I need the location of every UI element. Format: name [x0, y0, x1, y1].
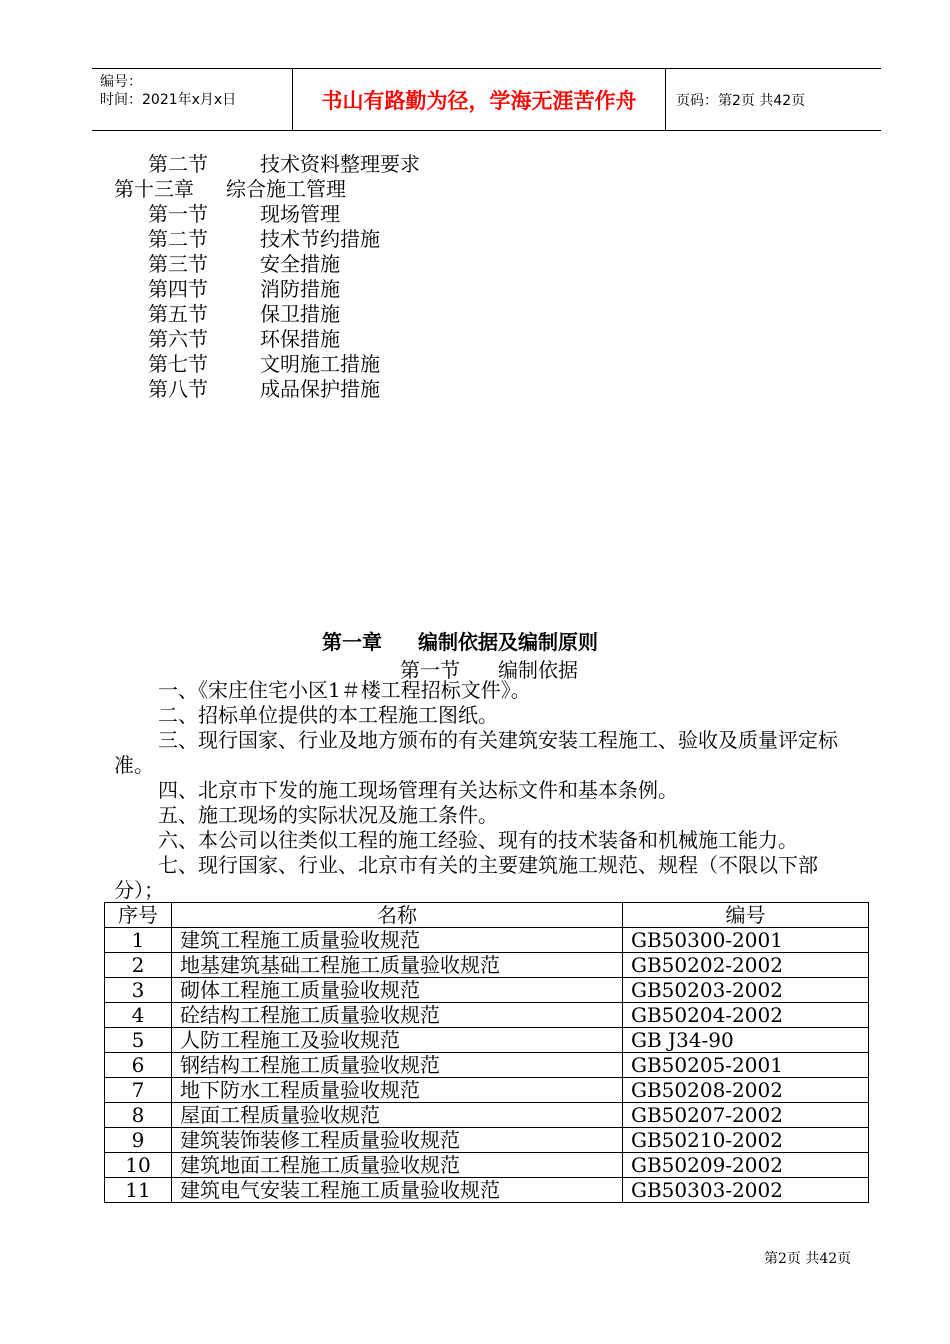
chapter-heading — [322, 626, 598, 655]
table-row — [105, 1078, 869, 1103]
cell-no: 2 — [105, 953, 172, 978]
doc-time: 时间：2021年x月x日 — [100, 92, 237, 108]
paragraph: 四、北京市下发的施工现场管理有关达标文件和基本条例。 — [158, 778, 678, 802]
paragraph: 六、本公司以往类似工程的施工经验、现有的技术装备和机械施工能力。 — [158, 828, 798, 852]
column-header-name: 名称 — [172, 903, 623, 928]
paragraph: 五、施工现场的实际状况及施工条件。 — [158, 803, 498, 827]
table-row — [105, 953, 869, 978]
cell-code: GB50205-2001 — [623, 1053, 869, 1078]
cell-name: 地下防水工程质量验收规范 — [172, 1078, 623, 1103]
paragraph: 七、现行国家、行业、北京市有关的主要建筑施工规范、规程（不限以下部分）； — [114, 853, 818, 902]
cell-no: 10 — [105, 1153, 172, 1178]
standards-table — [104, 902, 869, 1203]
cell-code: GB50303-2002 — [623, 1178, 869, 1203]
cell-code: GB50209-2002 — [623, 1153, 869, 1178]
cell-code: GB50207-2002 — [623, 1103, 869, 1128]
cell-code: GB50204-2002 — [623, 1003, 869, 1028]
chapter-number: 第一章 — [322, 630, 382, 654]
cell-name: 建筑地面工程施工质量验收规范 — [172, 1153, 623, 1178]
cell-code: GB J34-90 — [623, 1028, 869, 1053]
cell-code: GB50210-2002 — [623, 1128, 869, 1153]
table-row — [105, 1003, 869, 1028]
paragraph: 二、招标单位提供的本工程施工图纸。 — [158, 703, 498, 727]
cell-no: 9 — [105, 1128, 172, 1153]
table-row — [105, 1128, 869, 1153]
header-motto: 书山有路勤为径，学海无涯苦作舟 — [293, 69, 666, 130]
toc-number: 第二节 — [148, 152, 208, 176]
table-row — [105, 1103, 869, 1128]
toc-number: 第七节 — [148, 352, 208, 376]
table-row — [105, 1178, 869, 1203]
cell-name: 砼结构工程施工质量验收规范 — [172, 1003, 623, 1028]
cell-no: 11 — [105, 1178, 172, 1203]
cell-name: 砌体工程施工质量验收规范 — [172, 978, 623, 1003]
toc-number: 第五节 — [148, 302, 208, 326]
toc-title: 综合施工管理 — [226, 177, 346, 201]
cell-no: 7 — [105, 1078, 172, 1103]
cell-name: 钢结构工程施工质量验收规范 — [172, 1053, 623, 1078]
cell-code: GB50300-2001 — [623, 928, 869, 953]
toc-number: 第六节 — [148, 327, 208, 351]
table-row — [105, 1053, 869, 1078]
toc-number: 第一节 — [148, 202, 208, 226]
toc-number: 第二节 — [148, 227, 208, 251]
column-header-code: 编号 — [623, 903, 869, 928]
cell-no: 5 — [105, 1028, 172, 1053]
cell-code: GB50202-2002 — [623, 953, 869, 978]
toc-title: 保卫措施 — [260, 302, 340, 326]
section-title: 编制依据 — [498, 658, 578, 682]
doc-code: 编号： — [100, 74, 142, 90]
table-header-row — [105, 903, 869, 928]
table-row — [105, 978, 869, 1003]
header-page-number: 页码：第2页 共42页 — [676, 92, 806, 109]
toc-title: 文明施工措施 — [260, 352, 380, 376]
header-meta — [92, 69, 293, 130]
cell-name: 人防工程施工及验收规范 — [172, 1028, 623, 1053]
cell-no: 8 — [105, 1103, 172, 1128]
cell-no: 4 — [105, 1003, 172, 1028]
cell-no: 6 — [105, 1053, 172, 1078]
toc-title: 技术节约措施 — [260, 227, 380, 251]
chapter-title: 编制依据及编制原则 — [418, 630, 598, 654]
cell-no: 3 — [105, 978, 172, 1003]
toc-title: 消防措施 — [260, 277, 340, 301]
section-number: 第一节 — [400, 658, 460, 682]
cell-code: GB50203-2002 — [623, 978, 869, 1003]
toc-number: 第四节 — [148, 277, 208, 301]
table-row — [105, 928, 869, 953]
toc-title: 环保措施 — [260, 327, 340, 351]
toc-number: 第三节 — [148, 252, 208, 276]
cell-name: 建筑电气安装工程施工质量验收规范 — [172, 1178, 623, 1203]
toc-title: 安全措施 — [260, 252, 340, 276]
paragraph: 一、《宋庄住宅小区1＃楼工程招标文件》。 — [158, 678, 531, 702]
body-text — [114, 678, 864, 903]
cell-name: 屋面工程质量验收规范 — [172, 1103, 623, 1128]
table-row — [105, 1153, 869, 1178]
toc-number: 第十三章 — [114, 177, 194, 201]
toc-number: 第八节 — [148, 377, 208, 401]
cell-no: 1 — [105, 928, 172, 953]
column-header-no: 序号 — [105, 903, 172, 928]
toc-title: 现场管理 — [260, 202, 340, 226]
cell-name: 建筑装饰装修工程质量验收规范 — [172, 1128, 623, 1153]
toc-title: 技术资料整理要求 — [260, 152, 420, 176]
toc-title: 成品保护措施 — [260, 377, 380, 401]
cell-code: GB50208-2002 — [623, 1078, 869, 1103]
cell-name: 地基建筑基础工程施工质量验收规范 — [172, 953, 623, 978]
cell-name: 建筑工程施工质量验收规范 — [172, 928, 623, 953]
table-row — [105, 1028, 869, 1053]
page-footer: 第2页 共42页 — [764, 1251, 852, 1267]
page-header — [92, 68, 881, 131]
paragraph: 三、现行国家、行业及地方颁布的有关建筑安装工程施工、验收及质量评定标准。 — [114, 728, 838, 777]
